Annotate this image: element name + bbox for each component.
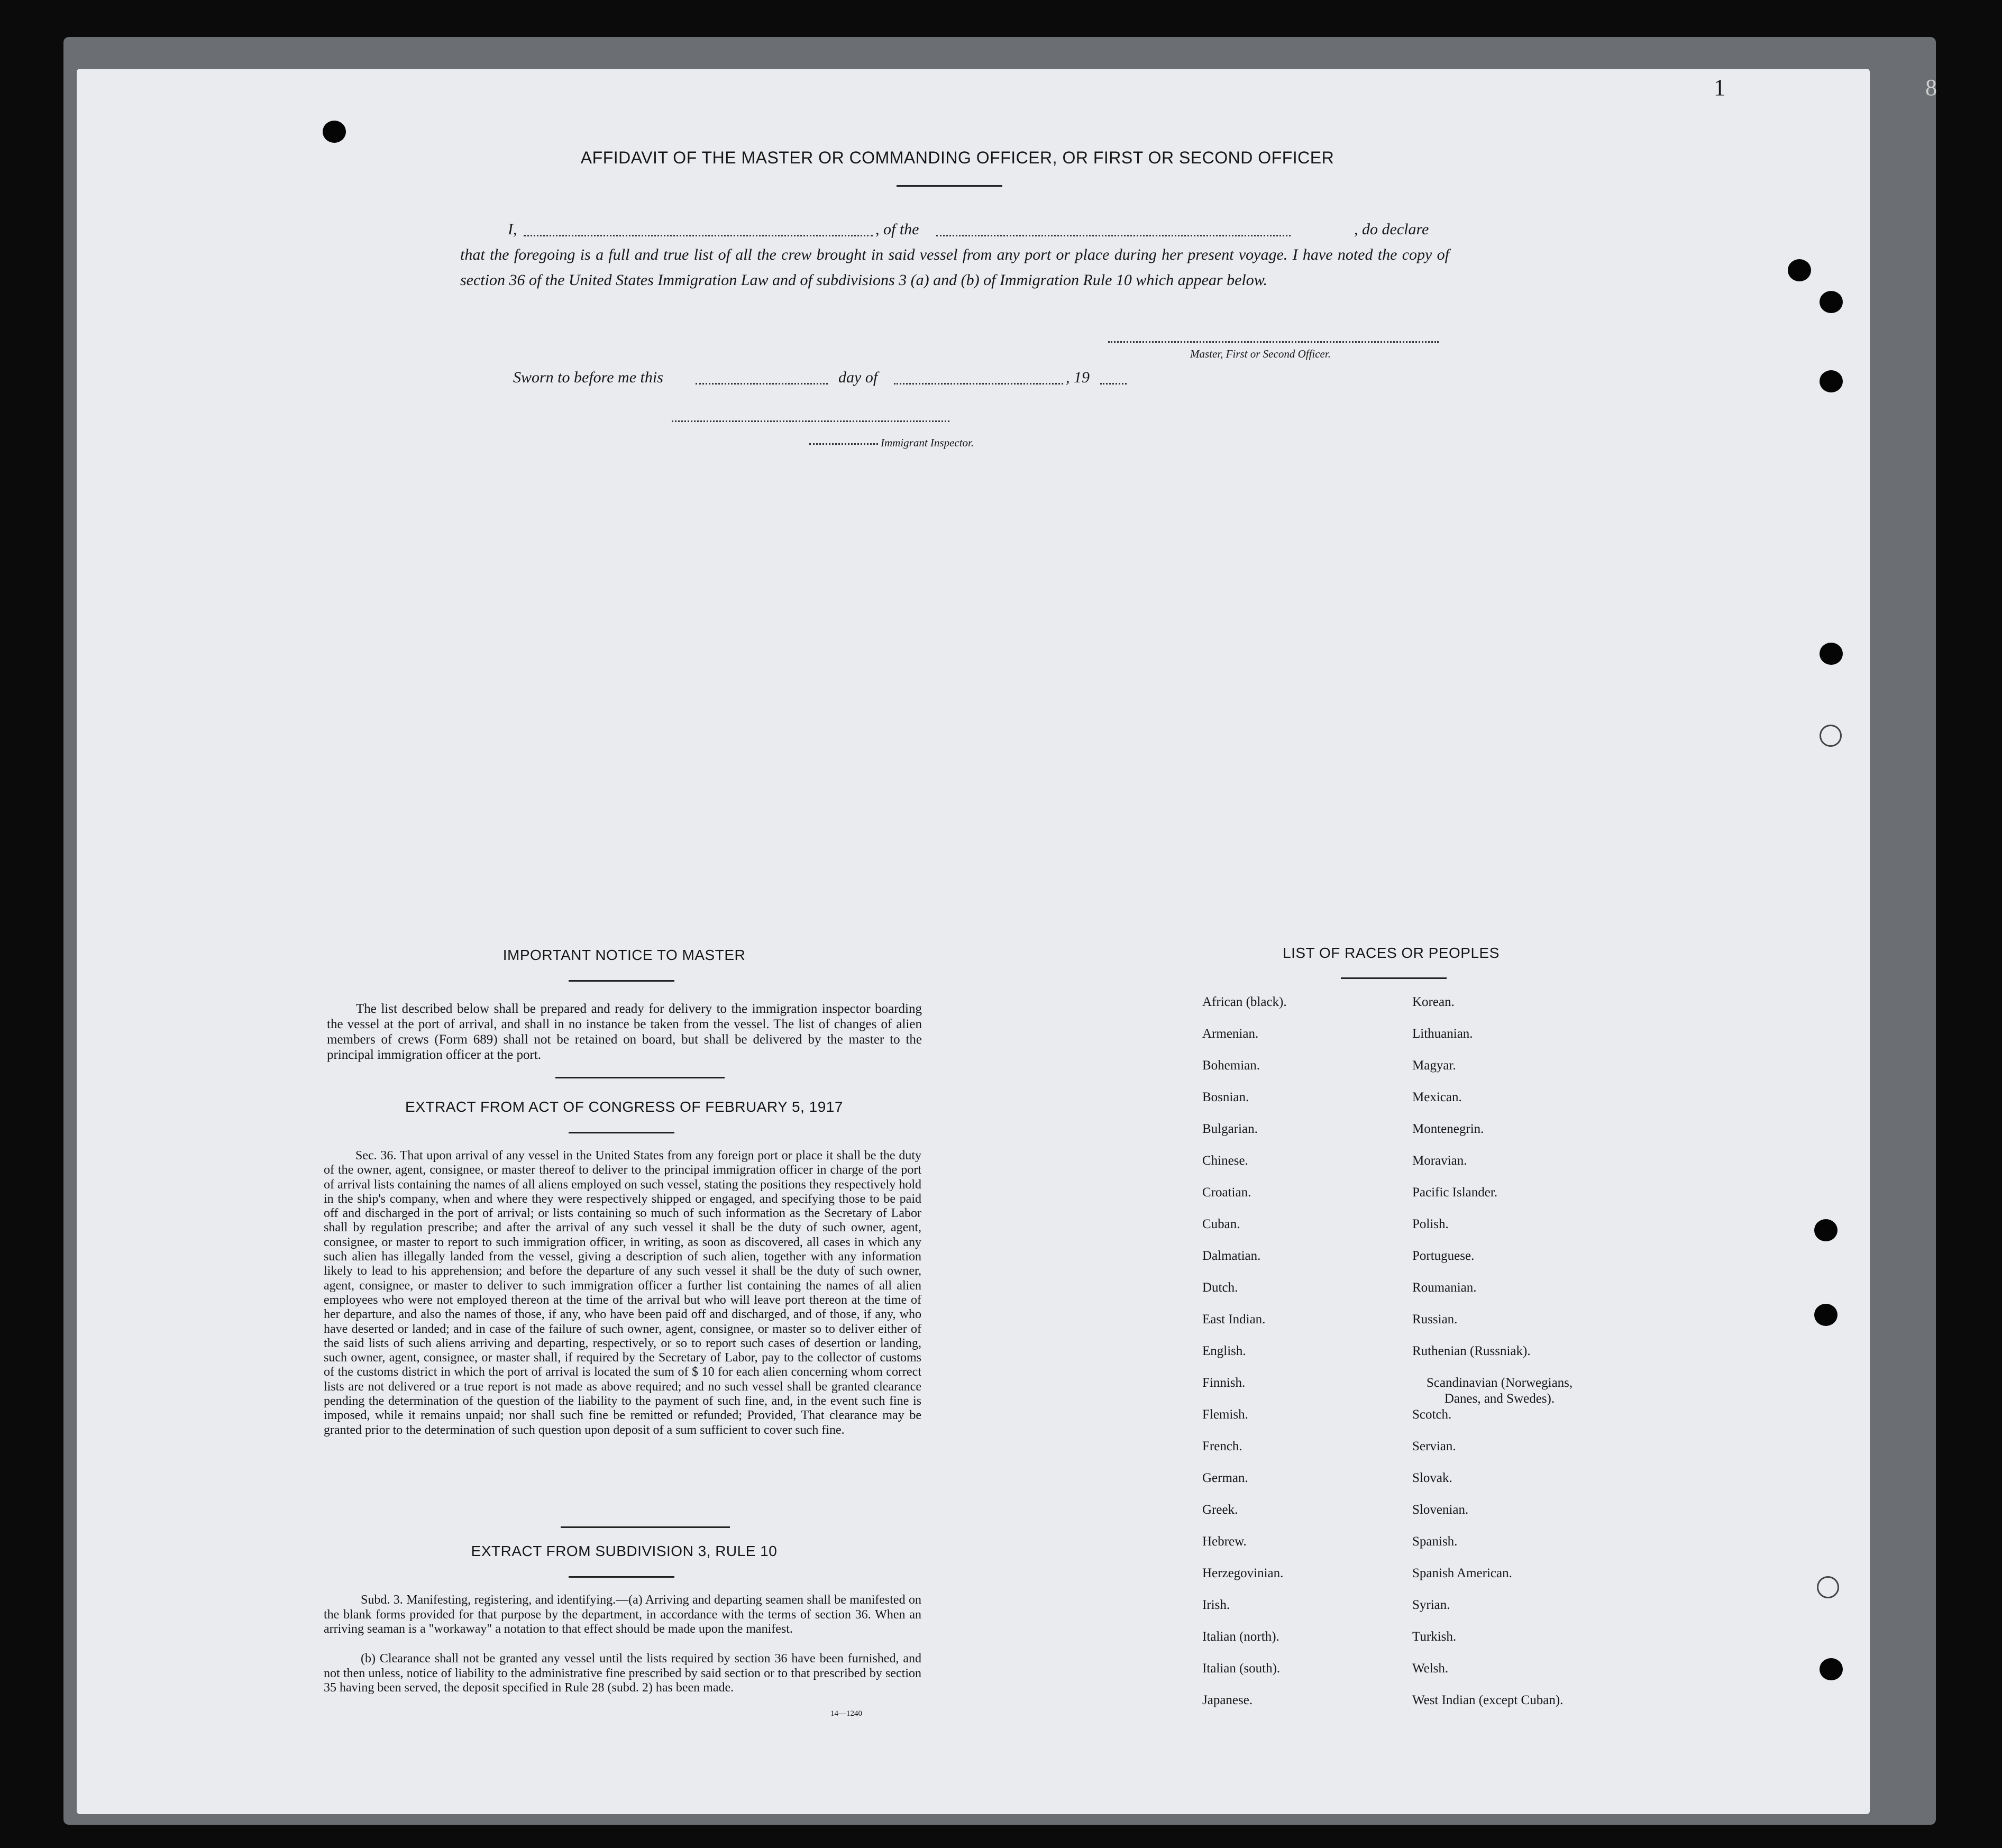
race-item: Slovenian.: [1412, 1503, 1469, 1517]
day-blank: [696, 383, 828, 385]
race-item: Cuban.: [1202, 1217, 1240, 1231]
punch-hole: [1788, 259, 1811, 281]
page-number: 1: [1714, 75, 1725, 100]
race-item: Portuguese.: [1412, 1249, 1475, 1263]
race-item: Dalmatian.: [1202, 1249, 1261, 1263]
race-item: Lithuanian.: [1412, 1027, 1473, 1041]
act-extract-text: Sec. 36. That upon arrival of any vessel in the United States from any foreign port or place it shall be the duty of the owner, agent, consignee, or master thereof to deliver to the principal immigration officer in charge of the port of arrival lists containing the names of all aliens employed on such vessel, stating the positions they respectively hold in the ship's company, when and where they were respectively shipped or engaged, and specifying those to be paid off and discharged in the port of arrival; or lists containing so much of such information as the Secretary of Labor shall by regulation prescribe; and after the arrival of any such vessel it shall be the duty of such owner, agent, consignee, or master to report to such immigration officer, in writing, as soon as discovered, all cases in which any such alien has illegally landed from the vessel, giving a description of such alien, together with any information likely to lead to his apprehension; and before the departure of any such vessel it shall be the duty of such owner, agent, consignee, or master to deliver to such immigration officer a further list containing the names of all alien employees who were not employed thereon at the time of the arrival but who will leave port thereon at the time of her departure, and also the names of those, if any, who have been paid off and discharged, and of those, if any, who have deserted or landed; and in case of the failure of such owner, agent, consignee, or master so to deliver either of the said lists of such aliens arriving and departing, respectively, or so to report such cases of desertion or landing, such owner, agent, consignee, or master shall, if required by the Secretary of Labor, pay to the collector of customs of the customs district in which the port of arrival is located the sum of $ 10 for each alien concerning whom correct lists are not delivered or a true report is not made as above required; and no such vessel shall be granted clearance pending the determination of the question of the liability to the payment of such fine, and, in the event such fine is imposed, while it remains unpaid; nor shall such fine be remitted or refunded; Provided, That clearance may be granted prior to the determination of such question upon deposit of a sum sufficient to cover such fine.: [324, 1149, 921, 1437]
i-label: I,: [508, 221, 517, 238]
race-item: Herzegovinian.: [1202, 1566, 1284, 1580]
race-item: Spanish American.: [1412, 1566, 1512, 1580]
race-item: French.: [1202, 1439, 1242, 1453]
race-item: Roumanian.: [1412, 1280, 1477, 1295]
race-item: Turkish.: [1412, 1630, 1457, 1644]
day-of-label: day of: [838, 369, 878, 386]
race-item: West Indian (except Cuban).: [1412, 1693, 1564, 1707]
races-column-2: [1412, 994, 1624, 1724]
punch-hole: [1820, 725, 1842, 747]
punch-hole: [323, 121, 346, 143]
year-label: , 19: [1066, 369, 1090, 386]
inspector-label: Immigrant Inspector.: [881, 436, 974, 449]
punch-hole: [1820, 291, 1843, 313]
race-item: Syrian.: [1412, 1598, 1450, 1612]
name-blank: [524, 235, 873, 236]
races-column-1: [1202, 994, 1424, 1724]
punch-hole: [1820, 643, 1843, 665]
race-item: Japanese.: [1202, 1693, 1253, 1707]
race-item: Montenegrin.: [1412, 1122, 1484, 1136]
race-item: Hebrew.: [1202, 1534, 1247, 1549]
form-number: 14—1240: [830, 1709, 862, 1718]
rule-extract-title: EXTRACT FROM SUBDIVISION 3, RULE 10: [471, 1543, 778, 1559]
of-the-label: , of the: [875, 221, 919, 238]
race-item: Croatian.: [1202, 1185, 1251, 1200]
race-item: Greek.: [1202, 1503, 1238, 1517]
edge-mark: 8: [1925, 75, 1937, 100]
race-item: Servian.: [1412, 1439, 1456, 1453]
race-item: Polish.: [1412, 1217, 1449, 1231]
race-item: Italian (south).: [1202, 1661, 1281, 1676]
races-title: LIST OF RACES OR PEOPLES: [1283, 945, 1500, 961]
vessel-blank: [936, 235, 1291, 236]
divider: [1341, 977, 1447, 979]
divider: [569, 980, 674, 982]
do-declare-label: , do declare: [1354, 221, 1429, 238]
race-item: Scandinavian (Norwegians, Danes, and Swedes).: [1426, 1376, 1573, 1406]
rule-extract-text-b: (b) Clearance shall not be granted any vessel until the lists required by section 36 have been furnished, and not then unless, notice of liability to the administrative fine prescribed by said section or to that prescribed by section 35 having been served, the deposit specified in Rule 28 (subd. 2) has been made.: [324, 1652, 921, 1695]
inspector-signature-line: [672, 420, 949, 422]
race-item: Ruthenian (Russniak).: [1412, 1344, 1531, 1358]
punch-hole: [1814, 1219, 1838, 1241]
race-item: Mexican.: [1412, 1090, 1462, 1104]
notice-title: IMPORTANT NOTICE TO MASTER: [502, 947, 746, 963]
race-item: Welsh.: [1412, 1661, 1449, 1676]
master-signature-line: [1108, 341, 1439, 343]
punch-hole: [1820, 1658, 1843, 1680]
race-item: Finnish.: [1202, 1376, 1246, 1390]
inspector-dotted-lead: [809, 443, 878, 445]
sworn-label: Sworn to before me this: [513, 369, 663, 386]
race-item: African (black).: [1202, 995, 1287, 1009]
divider: [897, 185, 1002, 187]
race-item: Bosnian.: [1202, 1090, 1249, 1104]
act-extract-title: EXTRACT FROM ACT OF CONGRESS OF FEBRUARY 5, 1917: [405, 1099, 843, 1115]
rule-extract-text-a: Subd. 3. Manifesting, registering, and identifying.—(a) Arriving and departing seamen shall be manifested on the blank forms provided for that purpose by the department, in accordance with the terms of section 36. When an arriving seaman is a "workaway" a notation to that effect should be made upon the manifest.: [324, 1593, 921, 1636]
year-blank: [1100, 383, 1127, 385]
race-item: English.: [1202, 1344, 1246, 1358]
race-item: East Indian.: [1202, 1312, 1266, 1326]
affidavit-body: that the foregoing is a full and true list of all the crew brought in said vessel from any port or place during her present voyage. I have noted the copy of section 36 of the United States Immigration Law and of subdivisions 3 (a) and (b) of Immigration Rule 10 which appear below.: [460, 246, 1449, 289]
race-item: Armenian.: [1202, 1027, 1259, 1041]
race-item: Irish.: [1202, 1598, 1230, 1612]
race-item: Russian.: [1412, 1312, 1458, 1326]
race-item: Bohemian.: [1202, 1058, 1260, 1073]
race-item: German.: [1202, 1471, 1248, 1485]
punch-hole: [1814, 1304, 1838, 1326]
race-item: Moravian.: [1412, 1154, 1467, 1168]
race-item: Pacific Islander.: [1412, 1185, 1498, 1200]
race-item: Italian (north).: [1202, 1630, 1279, 1644]
race-item: Spanish.: [1412, 1534, 1458, 1549]
race-item: Flemish.: [1202, 1407, 1248, 1422]
divider: [569, 1132, 674, 1133]
race-item: Bulgarian.: [1202, 1122, 1258, 1136]
affidavit-title: AFFIDAVIT OF THE MASTER OR COMMANDING OFFICER, OR FIRST OR SECOND OFFICER: [580, 148, 1334, 167]
month-blank: [894, 383, 1063, 385]
divider: [561, 1526, 730, 1528]
punch-hole: [1817, 1576, 1839, 1598]
notice-text: The list described below shall be prepared and ready for delivery to the immigration inspector boarding the vessel at the port of arrival, and shall in no instance be taken from the vessel. The list of changes of alien members of crews (Form 689) shall not be retained on board, but shall be delivered by the master to the principal immigration officer at the port.: [327, 1002, 922, 1062]
race-item: Magyar.: [1412, 1058, 1456, 1073]
race-item: Chinese.: [1202, 1154, 1248, 1168]
punch-hole: [1820, 370, 1843, 392]
race-item: Scotch.: [1412, 1407, 1452, 1422]
master-signature-label: Master, First or Second Officer.: [1190, 347, 1331, 360]
race-item: Slovak.: [1412, 1471, 1452, 1485]
race-item: Korean.: [1412, 995, 1455, 1009]
divider: [555, 1077, 725, 1078]
divider: [569, 1576, 674, 1578]
race-item: Dutch.: [1202, 1280, 1238, 1295]
